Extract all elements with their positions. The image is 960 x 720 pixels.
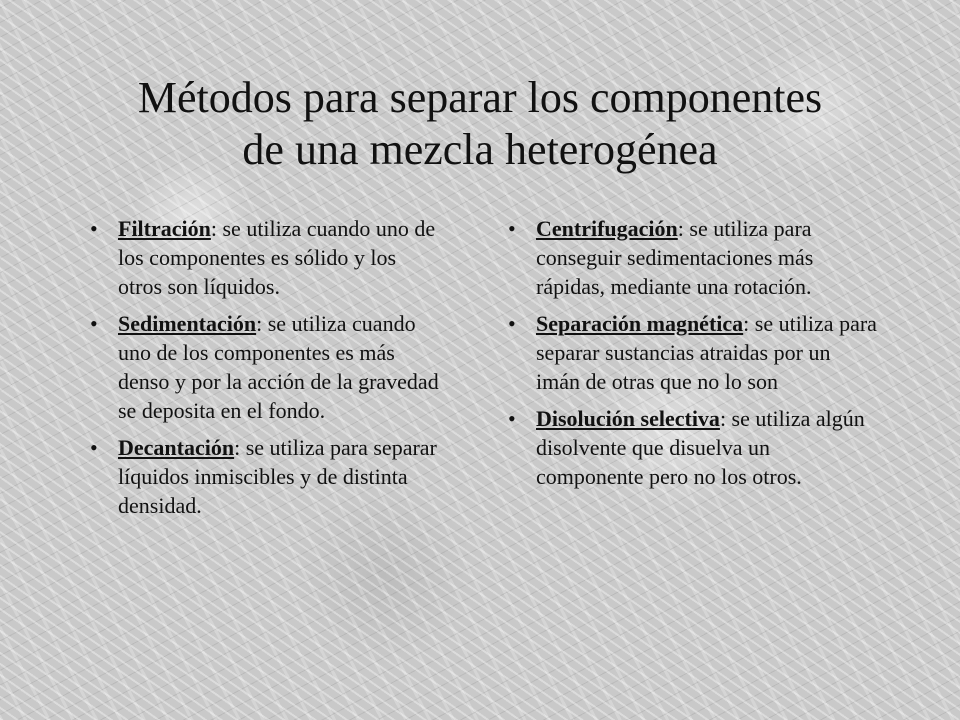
bullet-icon: • [90, 216, 98, 241]
bullet-icon: • [508, 216, 516, 241]
desc-separacion-magnetica: : se utiliza para separar sustancias atraidas por un imán de otras que no lo son [536, 311, 877, 394]
list-item-sedimentacion [90, 309, 440, 425]
term-filtracion: Filtración [118, 216, 211, 241]
bullet-icon: • [90, 435, 98, 460]
term-decantacion: Decantación [118, 435, 235, 460]
list-item-centrifugacion [508, 214, 878, 301]
right-bullet-list [508, 214, 878, 499]
title-line-2: de una mezcla heterogénea [242, 125, 718, 174]
desc-filtracion: : se utiliza cuando uno de los componentes es sólido y los otros son líquidos. [118, 216, 436, 299]
term-separacion-magnetica: Separación magnética [536, 311, 744, 336]
list-item-decantacion [90, 433, 440, 520]
list-item-separacion-magnetica [508, 309, 878, 396]
bullet-icon: • [90, 311, 98, 336]
term-disolucion-selectiva: Disolución selectiva [536, 406, 720, 431]
term-centrifugacion: Centrifugación [536, 216, 678, 241]
slide-title [60, 72, 900, 176]
bullet-icon: • [508, 311, 516, 336]
title-line-1: Métodos para separar los componentes [137, 73, 823, 122]
list-item-filtracion [90, 214, 440, 301]
list-item-disolucion-selectiva [508, 404, 878, 491]
desc-decantacion: : se utiliza para separar líquidos inmiscibles y de distinta densidad. [118, 435, 437, 518]
desc-disolucion-selectiva: : se utiliza algún disolvente que disuelva un componente pero no los otros. [536, 406, 865, 489]
desc-centrifugacion: : se utiliza para conseguir sedimentaciones más rápidas, mediante una rotación. [536, 216, 814, 299]
left-bullet-list [90, 214, 440, 528]
desc-sedimentacion: : se utiliza cuando uno de los componentes es más denso y por la acción de la gravedad se deposita en el fondo. [118, 311, 439, 423]
bullet-icon: • [508, 406, 516, 431]
term-sedimentacion: Sedimentación [118, 311, 257, 336]
